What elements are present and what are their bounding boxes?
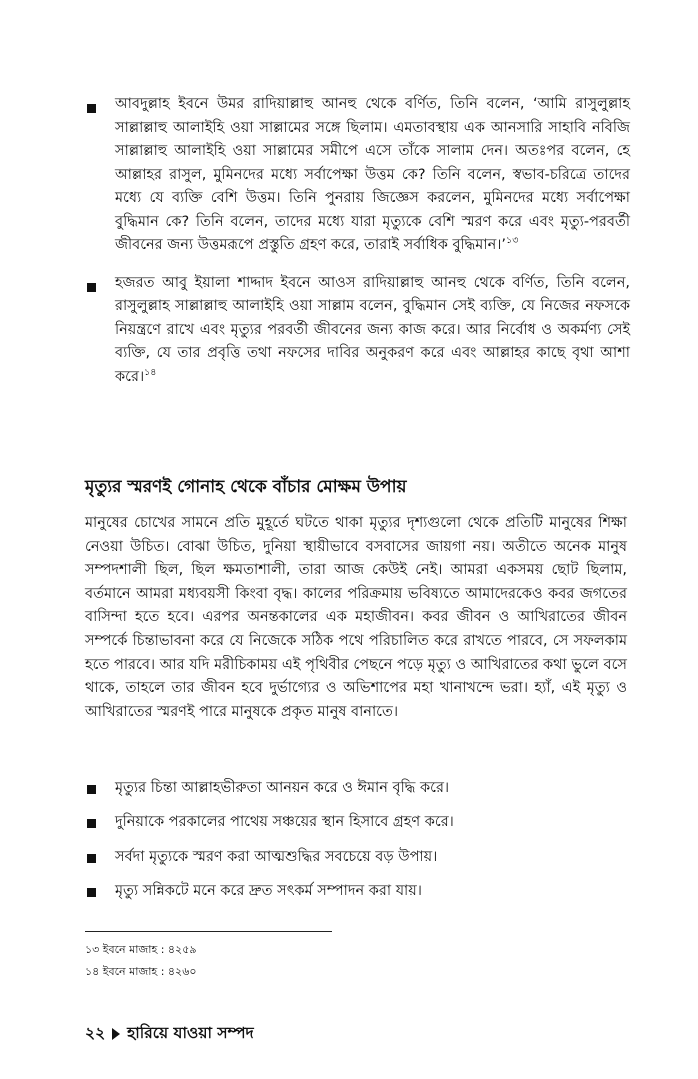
- section-heading: মৃত্যুর স্মরণই গোনাহ থেকে বাঁচার মোক্ষম উপায়: [85, 477, 407, 497]
- list-item-text: মৃত্যু সন্নিকটে মনে করে দ্রুত সৎকর্ম সম্পাদন করা যায়।: [115, 882, 422, 899]
- square-bullet-icon: [87, 283, 96, 292]
- square-bullet-icon: [87, 888, 96, 897]
- hadith-text: আবদুল্লাহ ইবনে উমর রাদিয়াল্লাহু আনহু থেকে বর্ণিত, তিনি বলেন, ‘আমি রাসুলুল্লাহ সাল্লাল্লাহু আলাইহি ওয়া সাল্লামের সঙ্গে ছিলাম। এমতাবস্থায় এক আনসারি সাহাবি নবিজি সাল্লাল্লাহু আলাইহি ওয়া সাল্লামের সমীপে এসে তাঁকে সালাম দেন। অতঃপর বলেন, হে আল্লাহর রাসুল, মুমিনদের মধ্যে সর্বাপেক্ষা উত্তম কে? তিনি বলেন, স্বভাব-চরিত্রে তাদের মধ্যে যে ব্যক্তি বেশি উত্তম। তিনি পুনরায় জিজ্ঞেস করলেন, মুমিনদের মধ্যে সর্বাপেক্ষা বুদ্ধিমান কে? তিনি বলেন, তাদের মধ্যে যারা মৃত্যুকে বেশি স্মরণ করে এবং মৃত্যু-পরবর্তী জীবনের জন্য উত্তমরূপে প্রস্তুতি গ্রহণ করে, তারাই সর্বাধিক বুদ্ধিমান।’$^{১৩}$: [115, 96, 630, 253]
- list-item-text: দুনিয়াকে পরকালের পাথেয় সঞ্চয়ের স্থান হিসাবে গ্রহণ করে।: [115, 814, 454, 831]
- benefits-list: [85, 776, 630, 913]
- page-footer: [85, 1021, 254, 1047]
- square-bullet-icon: [87, 785, 96, 794]
- footnotes: [85, 939, 197, 983]
- list-item: [85, 776, 630, 810]
- square-bullet-icon: [87, 854, 96, 863]
- footnote-ref: ১৩: [506, 235, 519, 247]
- list-item: [85, 272, 630, 390]
- hadith-text: হজরত আবু ইয়ালা শাদ্দাদ ইবনে আওস রাদিয়াল্লাহু আনহু থেকে বর্ণিত, তিনি বলেন, রাসুলুল্লাহ সাল্লাল্লাহু আলাইহি ওয়া সাল্লাম বলেন, বুদ্ধিমান সেই ব্যক্তি, যে নিজের নফসকে নিয়ন্ত্রণে রাখে এবং মৃত্যুর পরবর্তী জীবনের জন্য কাজ করে। আর নির্বোধ ও অকর্মণ্য সেই ব্যক্তি, যে তার প্রবৃত্তি তথা নফসের দাবির অনুকরণ করে এবং আল্লাহর কাছে বৃথা আশা করে।$^{১৪}$: [115, 274, 630, 385]
- list-item-text: মৃত্যুর চিন্তা আল্লাহভীরুতা আনয়ন করে ও ঈমান বৃদ্ধি করে।: [115, 780, 450, 796]
- list-item: [85, 879, 630, 913]
- hadith-list: [85, 93, 630, 403]
- triangle-right-icon: [112, 1028, 120, 1040]
- book-title: হারিয়ে যাওয়া সম্পদ: [127, 1024, 254, 1042]
- list-item-text: সর্বদা মৃত্যুকে স্মরণ করা আত্মশুদ্ধির সবচেয়ে বড় উপায়।: [115, 848, 438, 865]
- body-paragraph: মানুষের চোখের সামনে প্রতি মুহূর্তে ঘটতে থাকা মৃত্যুর দৃশ্যগুলো থেকে প্রতিটি মানুষের শিক্ষা নেওয়া উচিত। বোঝা উচিত, দুনিয়া স্থায়ীভাবে বসবাসের জায়গা নয়। অতীতে অনেক মানুষ সম্পদশালী ছিল, ছিল ক্ষমতাশালী, তারা আজ কেউই নেই। আমরা একসময় ছোট ছিলাম, বর্তমানে আমরা মধ্যবয়সী কিংবা বৃদ্ধ। কালের পরিক্রমায় ভবিষ্যতে আমাদেরকেও কবর জগতের বাসিন্দা হতে হবে। এরপর অনন্তকালের এক মহাজীবন। কবর জীবন ও আখিরাতের জীবন সম্পর্কে চিন্তাভাবনা করে যে নিজেকে সঠিক পথে পরিচালিত করে রাখতে পারবে, সে সফলকাম হতে পারবে। আর যদি মরীচিকাময় এই পৃথিবীর পেছনে পড়ে মৃত্যু ও আখিরাতের কথা ভুলে বসে থাকে, তাহলে তার জীবন হবে দুর্ভাগ্যের ও অভিশাপের মহা খানাখন্দে ভরা। হ্যাঁ, এই মৃত্যু ও আখিরাতের স্মরণই পারে মানুষকে প্রকৃত মানুষ বানাতে।: [85, 515, 627, 720]
- page-number: ২২: [85, 1024, 106, 1042]
- footnote: ১৩ ইবনে মাজাহ : ৪২৫৯: [85, 943, 197, 956]
- list-item: [85, 93, 630, 258]
- square-bullet-icon: [87, 819, 96, 828]
- list-item: [85, 810, 630, 844]
- list-item: [85, 845, 630, 879]
- square-bullet-icon: [87, 104, 96, 113]
- footnote: ১৪ ইবনে মাজাহ : ৪২৬০: [85, 965, 197, 978]
- footnote-ref: ১৪: [144, 366, 157, 378]
- footnote-divider: [85, 931, 332, 932]
